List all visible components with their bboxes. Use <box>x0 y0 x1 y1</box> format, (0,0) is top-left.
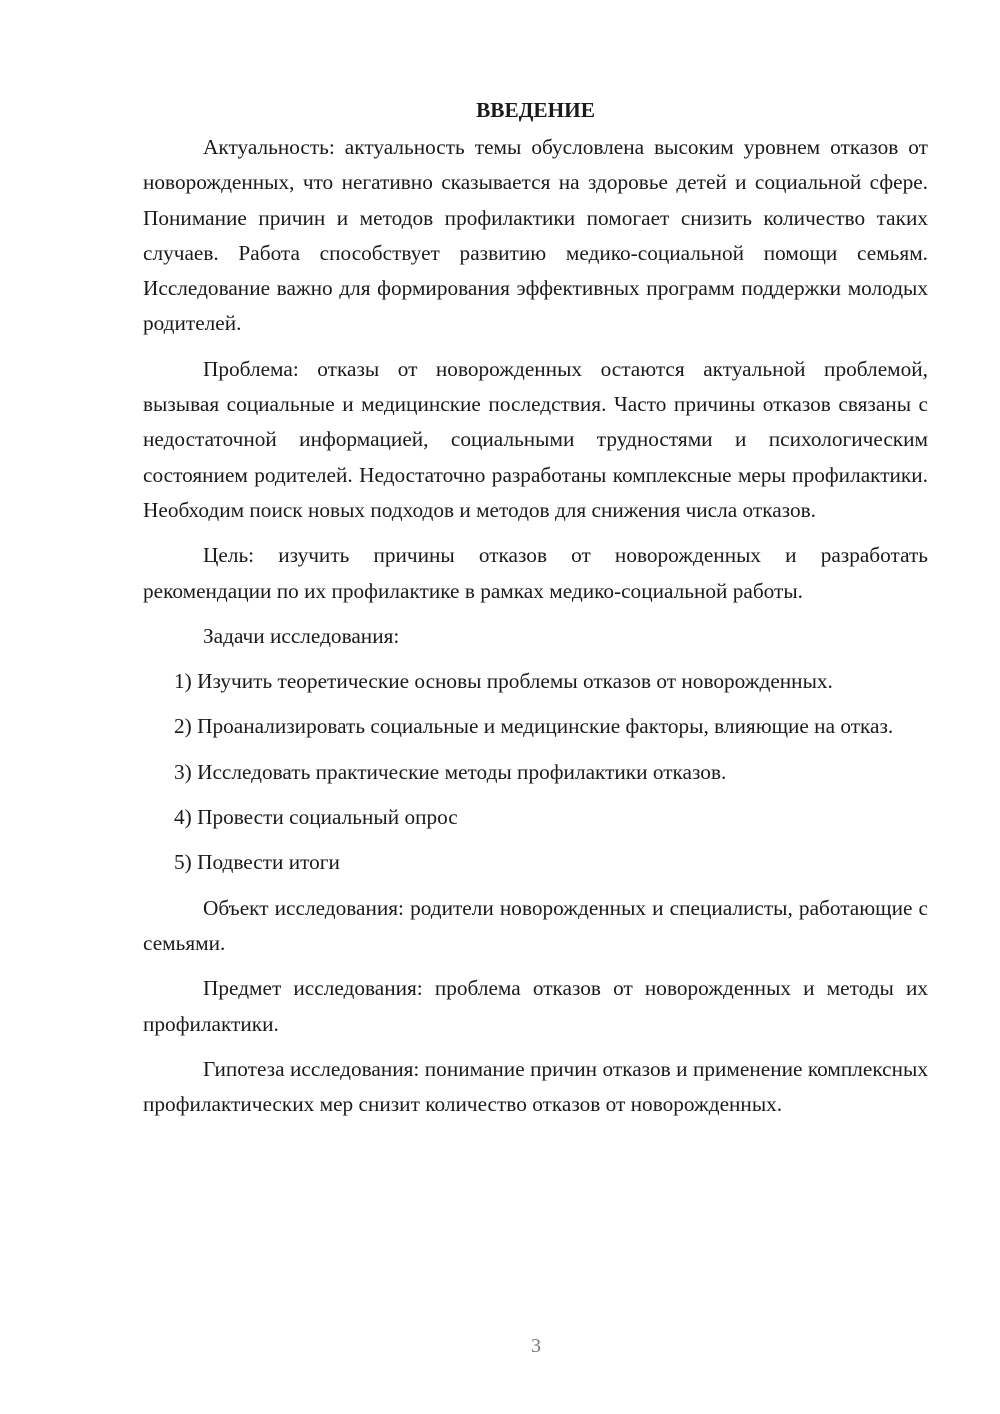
page-heading: ВВЕДЕНИЕ <box>476 98 595 122</box>
task-item-2: 2) Проанализировать социальные и медицинские факторы, влияющие на отказ. <box>174 714 894 739</box>
page-content <box>143 92 928 1132</box>
paragraph-relevance: Актуальность: актуальность темы обусловлена высоким уровнем отказов от новорожденных, что негативно сказывается на здоровье детей и социальной сфере. Понимание причин и методов профилактики помогает снизить количество таких случаев. Работа способствует развитию медико-социальной помощи семьям. Исследование важно для формирования эффективных программ поддержки молодых родителей. <box>143 135 928 336</box>
task-item-5: 5) Подвести итоги <box>174 850 340 875</box>
page-number: 3 <box>531 1335 541 1357</box>
task-item-3: 3) Исследовать практические методы профилактики отказов. <box>174 759 727 784</box>
paragraph-hypothesis: Гипотеза исследования: понимание причин отказов и применение комплексных профилактических мер снизит количество отказов от новорожденных. <box>143 1056 928 1117</box>
paragraph-subject: Предмет исследования: проблема отказов от новорожденных и методы их профилактики. <box>143 976 928 1036</box>
paragraph-object: Объект исследования: родители новорожденных и специалисты, работающие с семьями. <box>143 895 928 955</box>
task-item-1: 1) Изучить теоретические основы проблемы отказов от новорожденных. <box>174 669 833 694</box>
task-item-4: 4) Провести социальный опрос <box>174 805 458 830</box>
paragraph-goal: Цель: изучить причины отказов от новорожденных и разработать рекомендации по их профилактике в рамках медико-социальной работы. <box>143 543 928 603</box>
paragraph-problem: Проблема: отказы от новорожденных остаются актуальной проблемой, вызывая социальные и медицинские последствия. Часто причины отказов связаны с недостаточной информацией, социальными трудностями и психологическим состоянием родителей. Недостаточно разработаны комплексные меры профилактики. Необходим поиск новых подходов и методов для снижения числа отказов. <box>143 356 928 522</box>
tasks-title: Задачи исследования: <box>203 623 400 648</box>
